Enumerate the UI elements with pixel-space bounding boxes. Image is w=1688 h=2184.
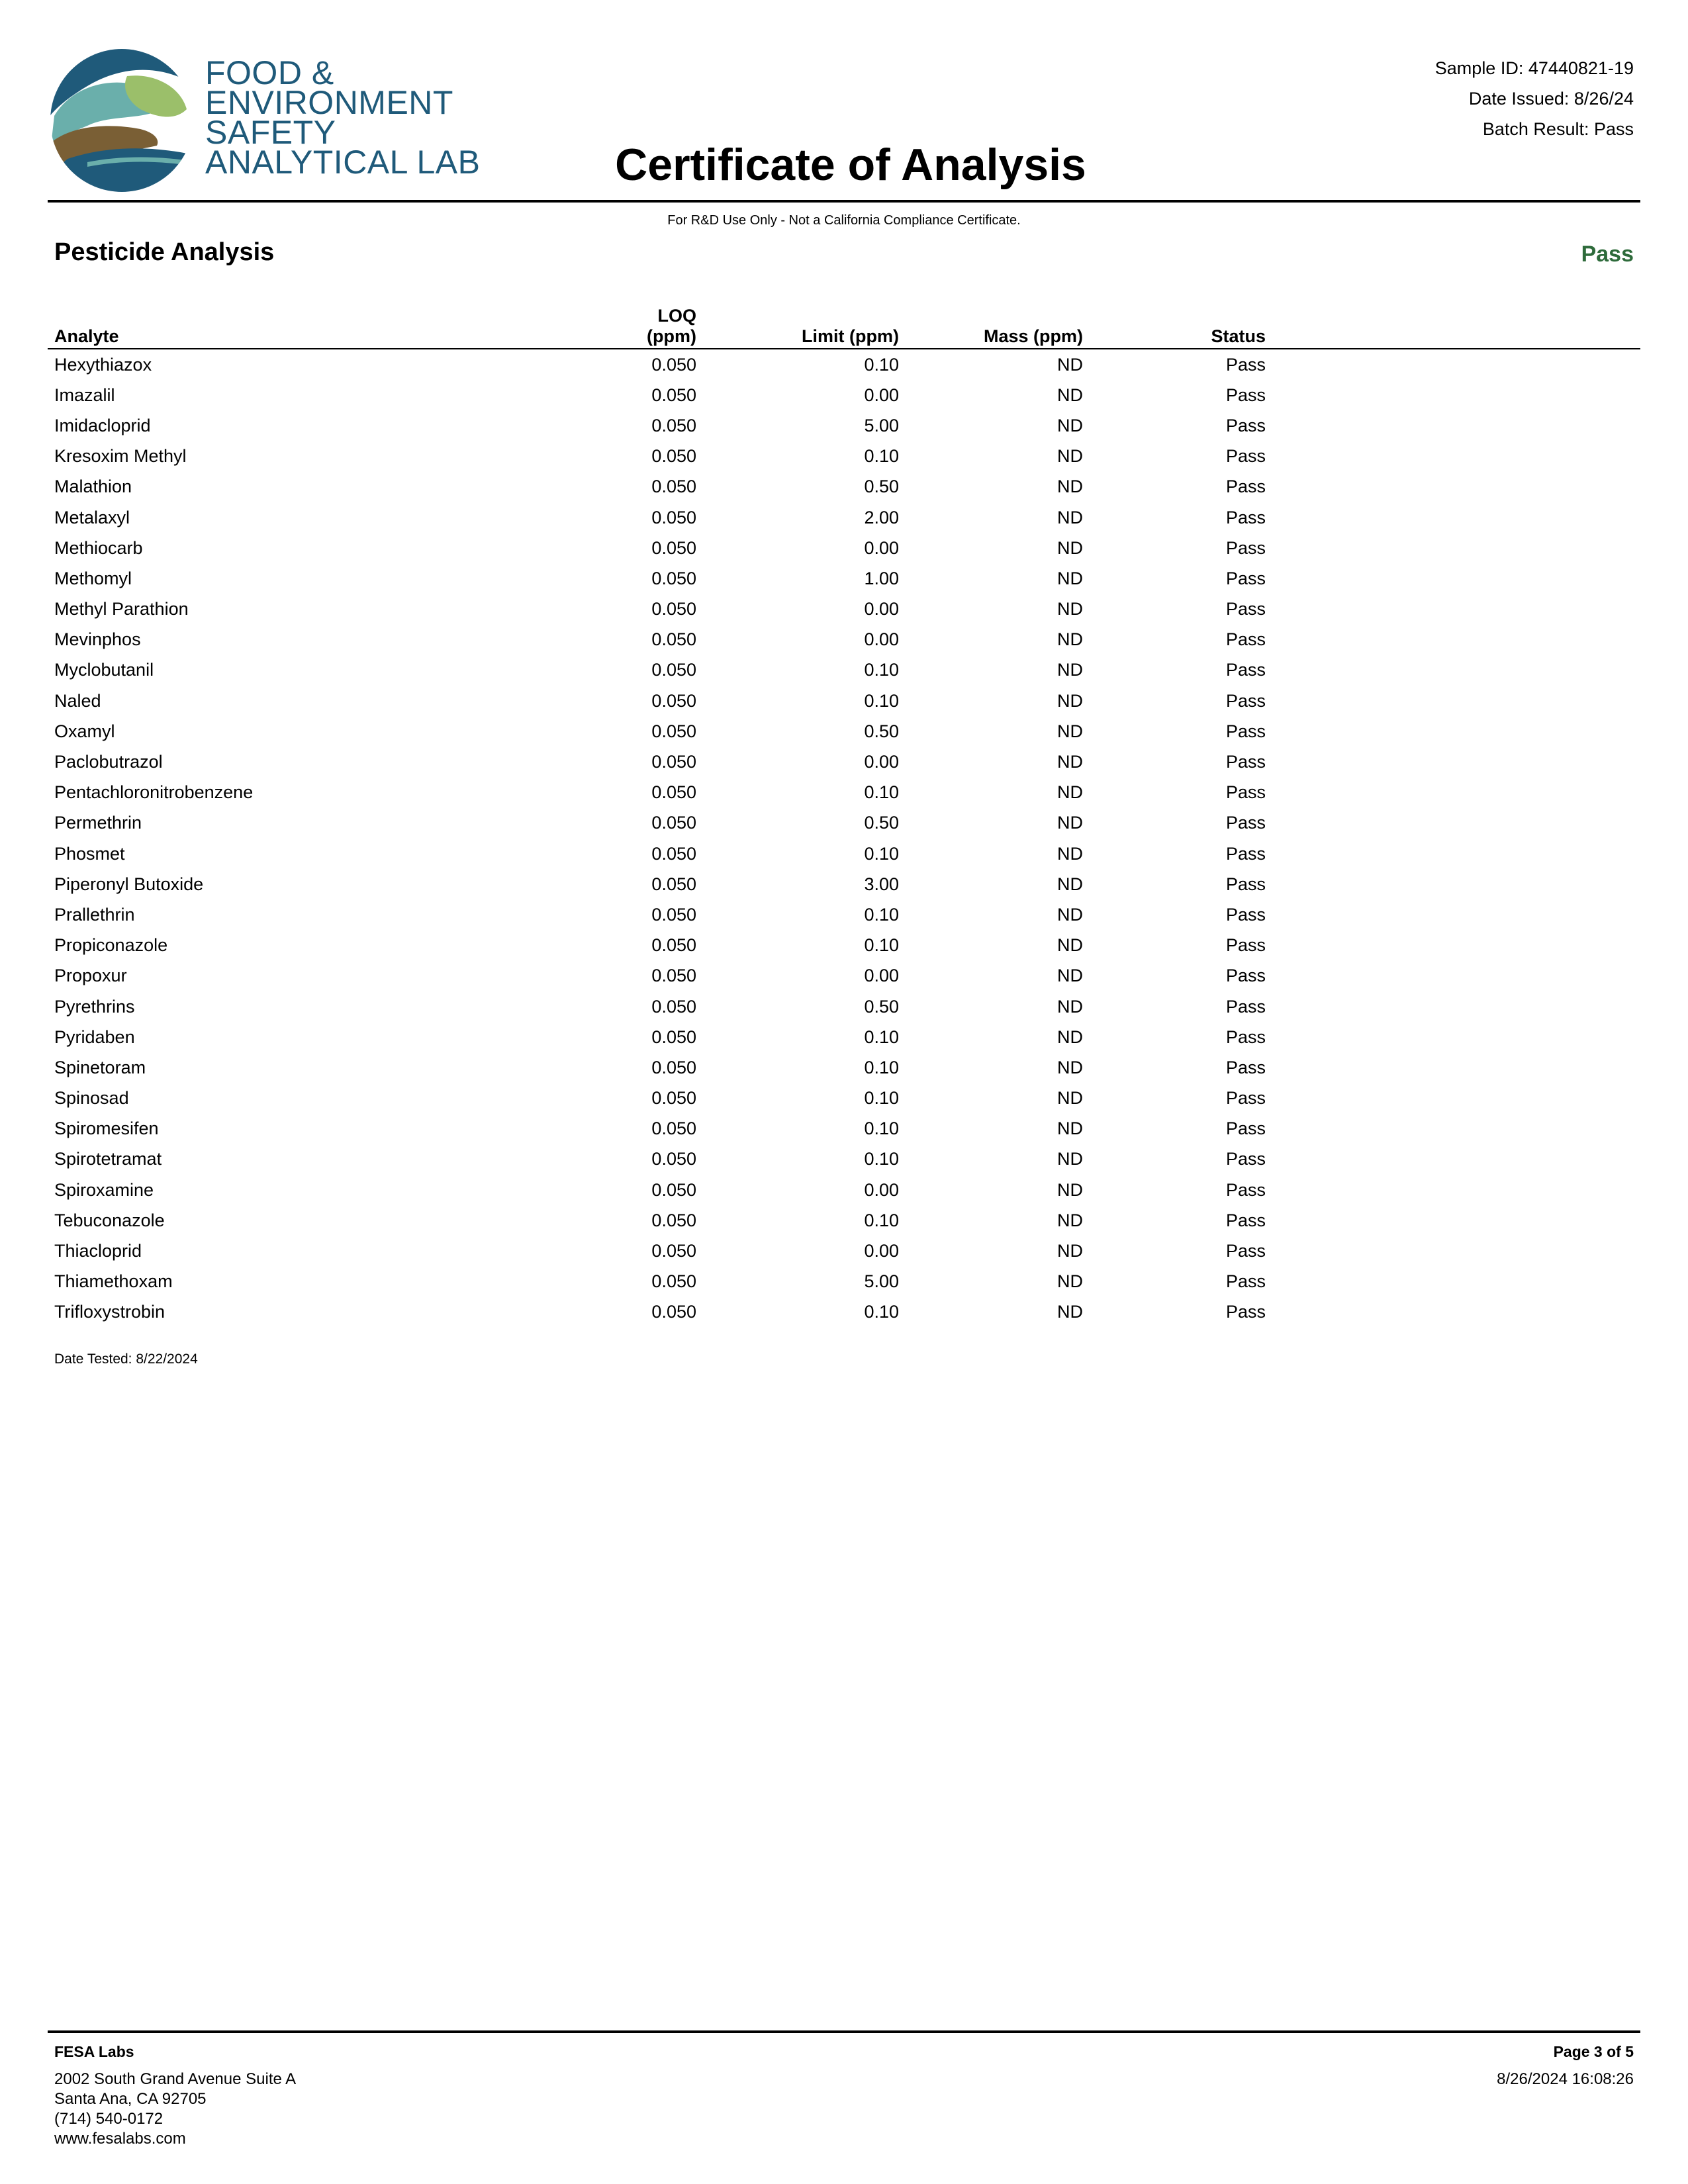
cell-limit: 0.10 [864,1210,899,1230]
cell-limit: 2.00 [864,507,899,527]
cell-status: Pass [1225,1118,1266,1139]
disclaimer: For R&D Use Only - Not a California Compliance Certificate. [667,213,1021,228]
cell-status: Pass [1225,1149,1266,1169]
footer-company: FESA Labs [54,2043,134,2060]
cell-status: Pass [1225,599,1266,619]
cell-limit: 0.50 [864,721,899,741]
cell-limit: 0.10 [864,1149,899,1169]
sample-id: Sample ID: 47440821-19 [1434,58,1634,78]
cell-loq: 0.050 [651,1118,696,1139]
cell-mass: ND [1057,1057,1083,1077]
generated-timestamp: 8/26/2024 16:08:26 [1497,2070,1634,2088]
cell-mass: ND [1057,690,1083,711]
section-title: Pesticide Analysis [54,238,275,266]
cell-analyte: Kresoxim Methyl [54,446,187,467]
cell-mass: ND [1057,354,1083,375]
cell-spacer [1266,1175,1640,1205]
cell-spacer [1266,1297,1640,1328]
cell-analyte: Naled [54,690,101,711]
column-header-mass: Mass (ppm) [899,306,1083,349]
footer-website: www.fesalabs.com [54,2130,186,2148]
cell-spacer [1266,441,1640,472]
cell-analyte: Imidacloprid [54,415,151,435]
cell-limit: 0.50 [864,813,899,833]
table-row [48,1083,1640,1114]
cell-status: Pass [1225,1302,1266,1322]
cell-analyte: Spinosad [54,1088,129,1109]
cell-limit: 0.00 [864,1179,899,1200]
cell-loq: 0.050 [651,537,696,558]
cell-mass: ND [1057,537,1083,558]
cell-limit: 0.00 [864,1241,899,1261]
cell-status: Pass [1225,568,1266,588]
cell-status: Pass [1225,1088,1266,1109]
cell-status: Pass [1225,415,1266,435]
cell-limit: 0.10 [864,354,899,375]
cell-status: Pass [1225,874,1266,894]
cell-limit: 0.10 [864,1302,899,1322]
cell-spacer [1266,655,1640,686]
cell-analyte: Trifloxystrobin [54,1302,165,1322]
cell-limit: 0.10 [864,660,899,680]
cell-mass: ND [1057,1210,1083,1230]
cell-loq: 0.050 [651,1271,696,1292]
table-row [48,410,1640,441]
cell-spacer [1266,472,1640,502]
table-row [48,1297,1640,1328]
cell-mass: ND [1057,568,1083,588]
cell-mass: ND [1057,1241,1083,1261]
footer-phone: (714) 540-0172 [54,2110,164,2128]
column-header-spacer [1266,306,1640,349]
cell-loq: 0.050 [651,843,696,864]
cell-limit: 0.00 [864,629,899,650]
cell-status: Pass [1225,507,1266,527]
cell-status: Pass [1225,629,1266,650]
cell-status: Pass [1225,446,1266,467]
table-row [48,502,1640,533]
cell-analyte: Hexythiazox [54,354,152,375]
cell-loq: 0.050 [651,874,696,894]
cell-spacer [1266,899,1640,930]
cell-mass: ND [1057,385,1083,405]
cell-mass: ND [1057,966,1083,986]
cell-mass: ND [1057,1271,1083,1292]
cell-spacer [1266,533,1640,563]
table-row [48,533,1640,563]
cell-limit: 0.10 [864,782,899,803]
cell-analyte: Methomyl [54,568,132,588]
cell-analyte: Tebuconazole [54,1210,165,1230]
cell-mass: ND [1057,935,1083,956]
table-row [48,1114,1640,1144]
table-header-row [48,306,1640,349]
table-row [48,808,1640,839]
cell-mass: ND [1057,721,1083,741]
cell-mass: ND [1057,904,1083,925]
table-row [48,686,1640,716]
cell-loq: 0.050 [651,813,696,833]
cell-loq: 0.050 [651,996,696,1017]
cell-spacer [1266,349,1640,380]
table-row [48,931,1640,961]
cell-mass: ND [1057,996,1083,1017]
table-row [48,839,1640,869]
cell-mass: ND [1057,874,1083,894]
cell-limit: 5.00 [864,1271,899,1292]
cell-mass: ND [1057,477,1083,497]
cell-analyte: Pentachloronitrobenzene [54,782,254,803]
table-row [48,1022,1640,1052]
cell-spacer [1266,961,1640,991]
cell-limit: 0.10 [864,1088,899,1109]
cell-analyte: Pyridaben [54,1026,135,1047]
cell-loq: 0.050 [651,1088,696,1109]
cell-spacer [1266,778,1640,808]
cell-mass: ND [1057,1088,1083,1109]
cell-spacer [1266,594,1640,625]
cell-loq: 0.050 [651,599,696,619]
cell-loq: 0.050 [651,507,696,527]
table-row [48,716,1640,747]
cell-mass: ND [1057,660,1083,680]
cell-mass: ND [1057,843,1083,864]
cell-limit: 1.00 [864,568,899,588]
table-body [48,349,1640,1328]
cell-limit: 0.10 [864,690,899,711]
cell-analyte: Spinetoram [54,1057,146,1077]
cell-limit: 0.50 [864,996,899,1017]
cell-status: Pass [1225,843,1266,864]
batch-result: Batch Result: Pass [1482,119,1634,139]
footer-page-info [1497,2042,1634,2089]
cell-loq: 0.050 [651,1302,696,1322]
cell-spacer [1266,931,1640,961]
cell-loq: 0.050 [651,629,696,650]
page-number: Page 3 of 5 [1553,2043,1634,2060]
cell-analyte: Piperonyl Butoxide [54,874,204,894]
table-row [48,1236,1640,1266]
cell-status: Pass [1225,966,1266,986]
cell-limit: 0.00 [864,752,899,772]
cell-loq: 0.050 [651,752,696,772]
table-row [48,594,1640,625]
cell-mass: ND [1057,752,1083,772]
cell-mass: ND [1057,1149,1083,1169]
cell-mass: ND [1057,446,1083,467]
cell-spacer [1266,1083,1640,1114]
cell-spacer [1266,839,1640,869]
table-row [48,349,1640,380]
cell-analyte: Propiconazole [54,935,168,956]
table-row [48,655,1640,686]
cell-spacer [1266,1205,1640,1236]
cell-spacer [1266,991,1640,1022]
section-result-badge: Pass [1581,242,1634,267]
cell-loq: 0.050 [651,354,696,375]
cell-status: Pass [1225,1026,1266,1047]
column-header-status: Status [1083,306,1266,349]
table-row [48,991,1640,1022]
cell-status: Pass [1225,1179,1266,1200]
cell-loq: 0.050 [651,690,696,711]
cell-limit: 0.50 [864,477,899,497]
footer-address [54,2042,296,2149]
cell-status: Pass [1225,1271,1266,1292]
table-row [48,625,1640,655]
cell-limit: 0.00 [864,966,899,986]
table-row [48,472,1640,502]
cell-limit: 0.00 [864,599,899,619]
cell-status: Pass [1225,1057,1266,1077]
cell-mass: ND [1057,1302,1083,1322]
cell-spacer [1266,410,1640,441]
cell-analyte: Phosmet [54,843,125,864]
cell-loq: 0.050 [651,1179,696,1200]
table-row [48,778,1640,808]
cell-analyte: Mevinphos [54,629,141,650]
cell-analyte: Thiamethoxam [54,1271,173,1292]
cell-limit: 0.00 [864,537,899,558]
cell-spacer [1266,869,1640,899]
cell-analyte: Methyl Parathion [54,599,189,619]
cell-mass: ND [1057,782,1083,803]
column-header-limit: Limit (ppm) [696,306,899,349]
cell-loq: 0.050 [651,568,696,588]
logo-line: ANALYTICAL LAB [205,144,481,181]
cell-limit: 0.10 [864,446,899,467]
cell-status: Pass [1225,537,1266,558]
column-header-analyte: Analyte [48,306,604,349]
cell-mass: ND [1057,1026,1083,1047]
cell-limit: 0.10 [864,904,899,925]
cell-spacer [1266,716,1640,747]
table-row [48,380,1640,410]
cell-spacer [1266,686,1640,716]
cell-mass: ND [1057,1179,1083,1200]
cell-analyte: Methiocarb [54,537,143,558]
cell-analyte: Oxamyl [54,721,115,741]
footer-address-line-2: Santa Ana, CA 92705 [54,2090,207,2108]
table-row [48,961,1640,991]
cell-spacer [1266,1022,1640,1052]
cell-status: Pass [1225,690,1266,711]
cell-analyte: Prallethrin [54,904,135,925]
cell-status: Pass [1225,752,1266,772]
cell-mass: ND [1057,1118,1083,1139]
cell-loq: 0.050 [651,477,696,497]
cell-analyte: Paclobutrazol [54,752,163,772]
cell-mass: ND [1057,415,1083,435]
table-row [48,899,1640,930]
cell-limit: 0.10 [864,1026,899,1047]
header-divider [48,200,1640,203]
cell-loq: 0.050 [651,966,696,986]
footer-divider [48,2030,1640,2033]
cell-mass: ND [1057,507,1083,527]
table-row [48,1052,1640,1083]
cell-spacer [1266,1052,1640,1083]
table-row [48,563,1640,594]
cell-loq: 0.050 [651,904,696,925]
cell-spacer [1266,502,1640,533]
cell-limit: 0.10 [864,935,899,956]
table-row [48,869,1640,899]
logo-line: ENVIRONMENT [205,84,453,121]
cell-limit: 0.10 [864,1118,899,1139]
cell-loq: 0.050 [651,415,696,435]
cell-analyte: Pyrethrins [54,996,135,1017]
date-tested: Date Tested: 8/22/2024 [54,1351,198,1367]
cell-limit: 0.10 [864,1057,899,1077]
cell-limit: 3.00 [864,874,899,894]
cell-analyte: Spiromesifen [54,1118,159,1139]
logo-line: SAFETY [205,114,336,151]
date-issued: Date Issued: 8/26/24 [1468,89,1634,109]
cell-status: Pass [1225,1210,1266,1230]
cell-limit: 5.00 [864,415,899,435]
cell-analyte: Spirotetramat [54,1149,162,1169]
cell-status: Pass [1225,385,1266,405]
cell-mass: ND [1057,599,1083,619]
cell-loq: 0.050 [651,1210,696,1230]
cell-mass: ND [1057,813,1083,833]
cell-loq: 0.050 [651,782,696,803]
cell-loq: 0.050 [651,660,696,680]
cell-analyte: Thiacloprid [54,1241,142,1261]
column-header-loq: LOQ (ppm) [604,306,696,349]
table-row [48,1144,1640,1175]
cell-status: Pass [1225,782,1266,803]
cell-status: Pass [1225,996,1266,1017]
cell-loq: 0.050 [651,1149,696,1169]
cell-analyte: Imazalil [54,385,115,405]
cell-spacer [1266,380,1640,410]
footer-address-line-1: 2002 South Grand Avenue Suite A [54,2070,297,2088]
cell-limit: 0.00 [864,385,899,405]
cell-mass: ND [1057,629,1083,650]
cell-loq: 0.050 [651,1241,696,1261]
cell-loq: 0.050 [651,385,696,405]
cell-analyte: Metalaxyl [54,507,130,527]
cell-analyte: Myclobutanil [54,660,154,680]
cell-analyte: Spiroxamine [54,1179,154,1200]
cell-status: Pass [1225,477,1266,497]
cell-spacer [1266,808,1640,839]
cell-loq: 0.050 [651,1026,696,1047]
cell-analyte: Propoxur [54,966,127,986]
cell-spacer [1266,1114,1640,1144]
table-row [48,1267,1640,1297]
cell-spacer [1266,625,1640,655]
logo-line: FOOD & [205,54,334,91]
table-row [48,1205,1640,1236]
cell-spacer [1266,1144,1640,1175]
cell-spacer [1266,563,1640,594]
table-row [48,1175,1640,1205]
pesticide-results-table [48,306,1640,1328]
table-row [48,441,1640,472]
table-row [48,747,1640,777]
cell-spacer [1266,1267,1640,1297]
cell-loq: 0.050 [651,1057,696,1077]
cell-status: Pass [1225,721,1266,741]
cell-loq: 0.050 [651,721,696,741]
cell-loq: 0.050 [651,935,696,956]
cell-analyte: Malathion [54,477,132,497]
sample-meta [1435,53,1634,144]
cell-analyte: Permethrin [54,813,142,833]
cell-status: Pass [1225,660,1266,680]
cell-status: Pass [1225,904,1266,925]
document-title: Certificate of Analysis [615,140,1086,190]
cell-spacer [1266,747,1640,777]
cell-status: Pass [1225,354,1266,375]
cell-spacer [1266,1236,1640,1266]
cell-status: Pass [1225,813,1266,833]
cell-status: Pass [1225,1241,1266,1261]
cell-limit: 0.10 [864,843,899,864]
cell-loq: 0.050 [651,446,696,467]
cell-status: Pass [1225,935,1266,956]
